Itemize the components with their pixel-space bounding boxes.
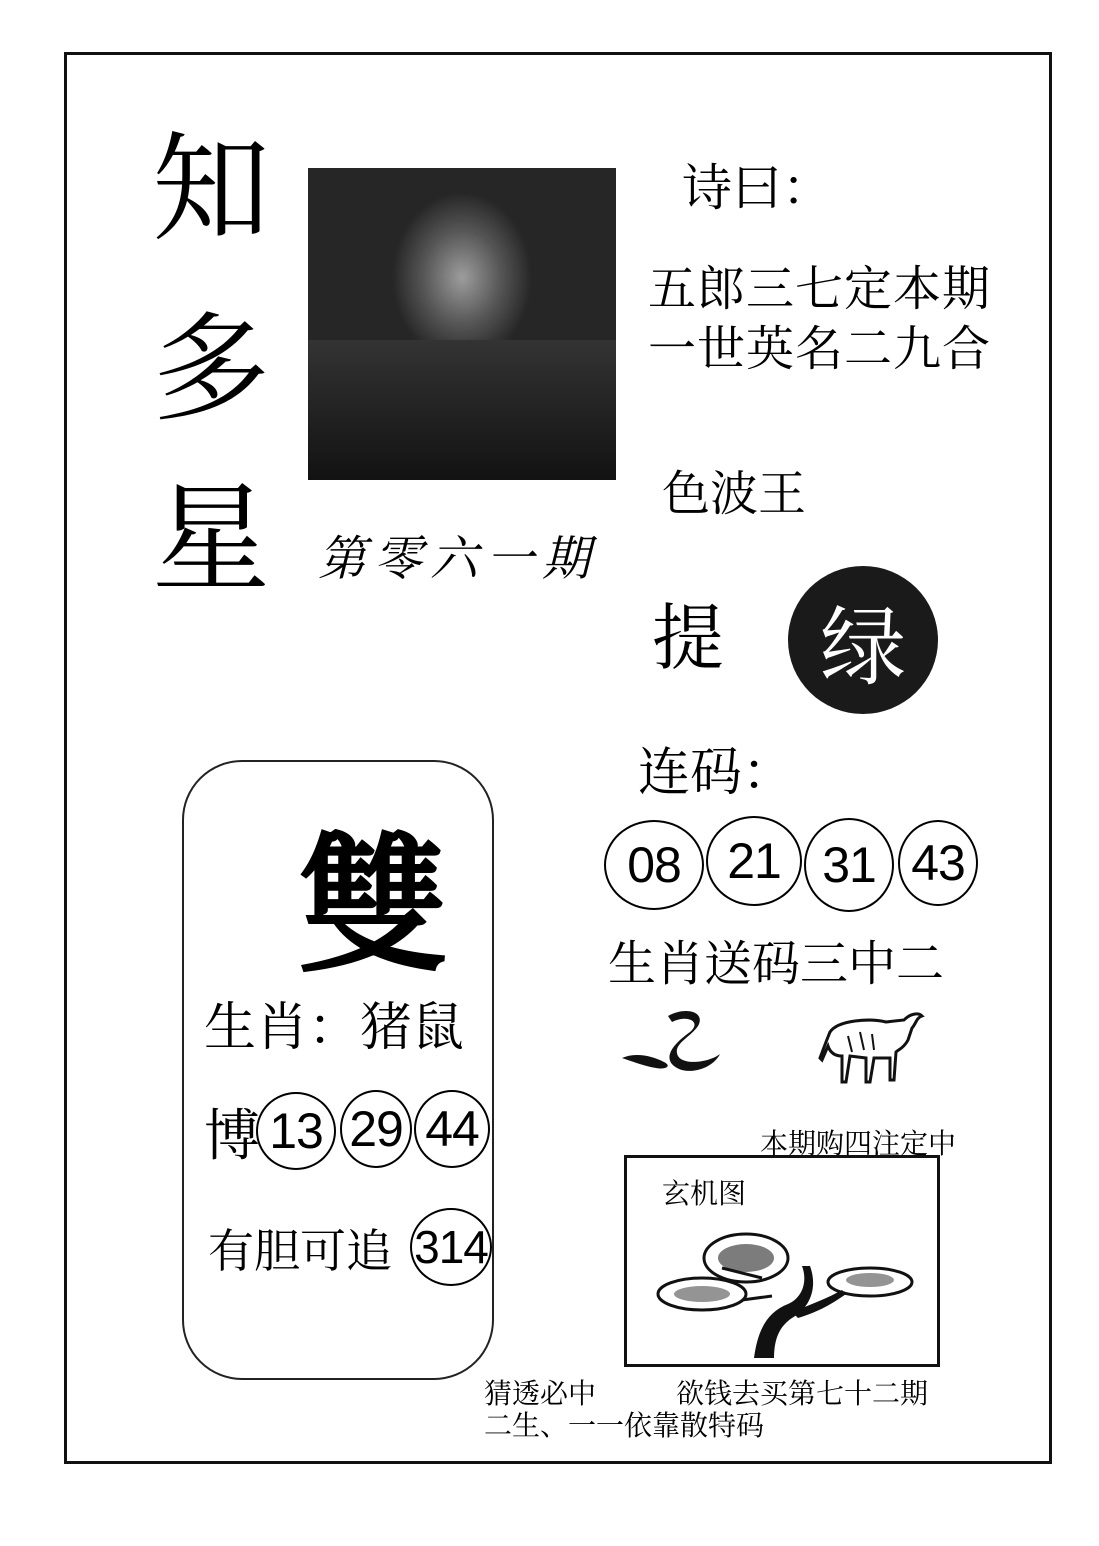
chase-number-ball: [410, 1208, 492, 1286]
bo-number-ball: [256, 1092, 336, 1170]
note-right: 本期购四注定中: [760, 1127, 957, 1160]
bonsai-tree-icon: [642, 1208, 922, 1358]
link-number: 31: [822, 837, 876, 893]
bo-number: 44: [425, 1101, 479, 1157]
link-number-ball: [898, 820, 978, 906]
snake-icon: [616, 1000, 732, 1080]
pick-zodiac-label: 生肖：猪鼠: [204, 998, 465, 1058]
mystery-map-label: 玄机图: [662, 1177, 747, 1210]
portrait-body: [308, 340, 616, 480]
title-char-1: 知: [152, 120, 271, 258]
link-number: 08: [627, 837, 681, 893]
bo-number-ball: [340, 1090, 412, 1168]
poem-line-1: 五郎三七定本期: [648, 261, 992, 317]
title-char-2: 多: [152, 300, 271, 438]
bo-label: 博: [204, 1104, 260, 1169]
pick-main-char: 雙: [298, 818, 449, 994]
chase-label: 有胆可追: [208, 1224, 392, 1278]
link-number: 21: [727, 833, 781, 889]
zodiac-gift-heading: 生肖送码三中二: [608, 936, 945, 992]
color-wave-prefix: 提: [652, 596, 725, 680]
link-number-ball: [804, 818, 894, 912]
color-wave-value: 绿: [820, 598, 906, 698]
link-numbers-heading: 连码：: [638, 743, 795, 803]
link-number: 43: [911, 835, 965, 891]
poem-line-2: 一世英名二九合: [648, 321, 992, 377]
color-wave-heading: 色波王: [662, 466, 807, 522]
portrait-photo: [308, 168, 616, 480]
title-char-3: 星: [152, 470, 271, 608]
footer-line1-left: 猜透必中: [484, 1377, 597, 1410]
period-label: 第零六一期: [318, 531, 599, 587]
link-number-ball: [604, 820, 704, 910]
footer-line1-right: 欲钱去买第七十二期: [676, 1377, 929, 1410]
bo-number: 13: [269, 1103, 323, 1159]
poem-heading: 诗曰：: [682, 159, 832, 217]
chase-number: 314: [414, 1221, 488, 1273]
footer-line2: 二生、一一依靠散特码: [484, 1409, 765, 1442]
ox-icon: [812, 1002, 926, 1086]
link-number-ball: [706, 816, 802, 906]
bo-number-ball: [414, 1090, 490, 1168]
bo-number: 29: [349, 1101, 403, 1157]
color-wave-badge: [788, 566, 938, 714]
